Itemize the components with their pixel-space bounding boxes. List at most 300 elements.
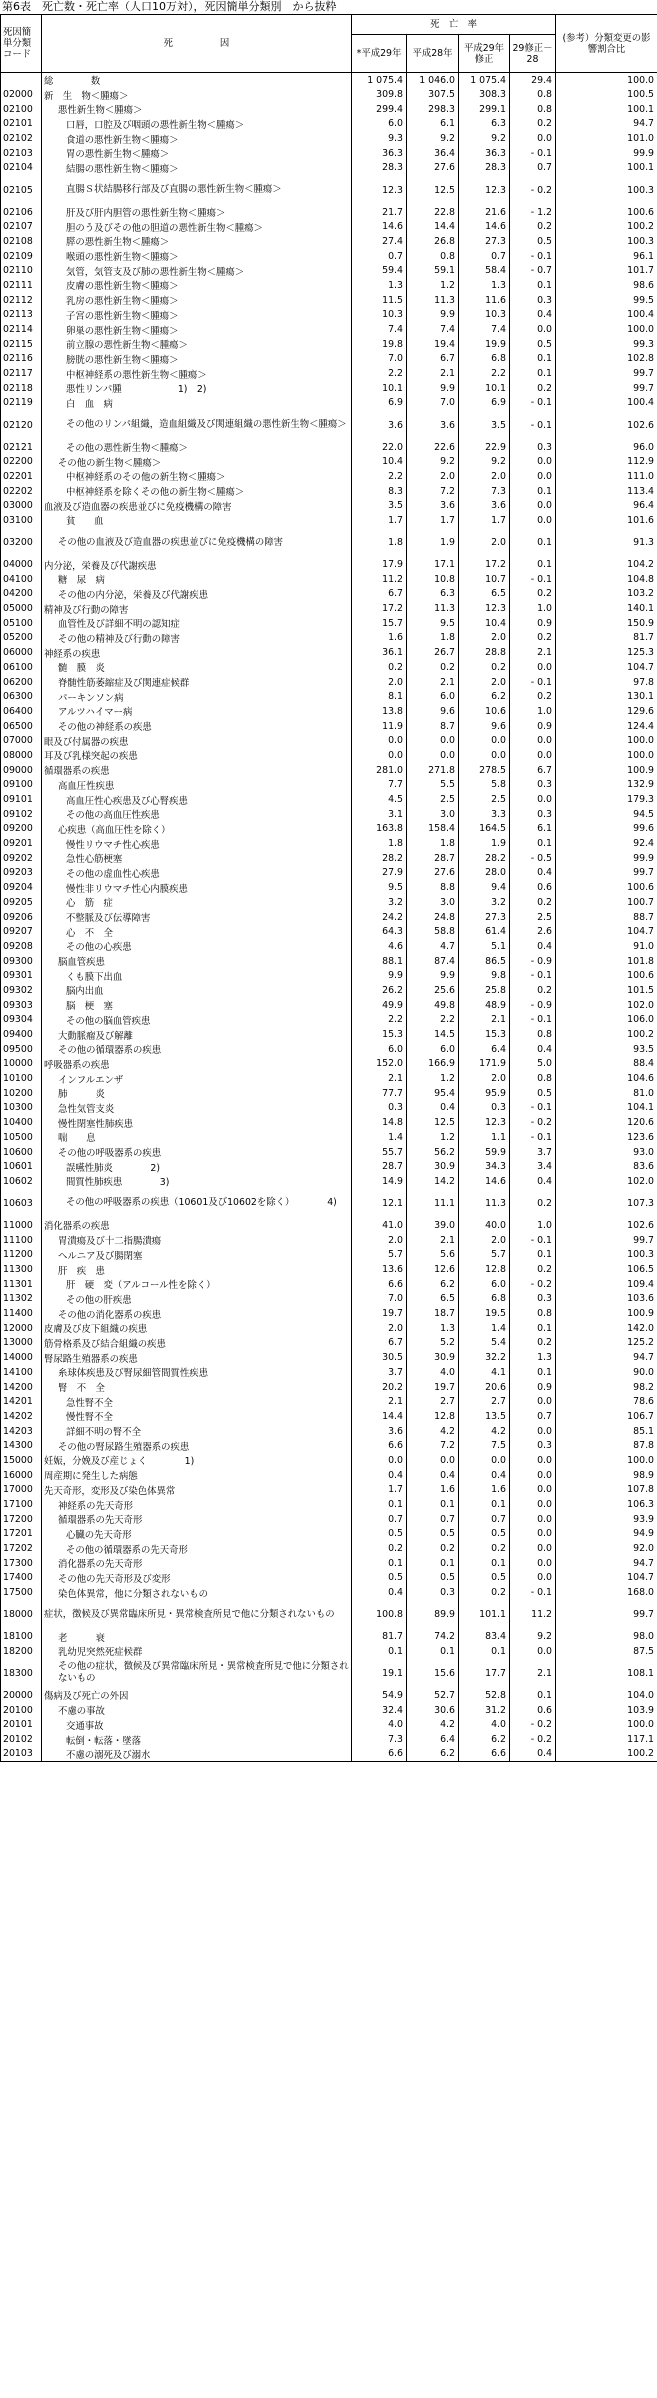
table-row — [1, 410, 657, 439]
cell-rate-h28: 1.8 — [407, 836, 459, 851]
table-row — [1, 1527, 657, 1542]
cell-code: 17500 — [1, 1585, 42, 1600]
cell-rate-h29-revised: 95.9 — [459, 1086, 510, 1101]
cell-rate-h29-revised: 10.4 — [459, 616, 510, 631]
cell-rate-h29: 0.7 — [352, 1512, 407, 1527]
cell-ref: 102.0 — [556, 1174, 657, 1189]
cell-cause: 消化器系の先天奇形 — [42, 1556, 352, 1571]
cell-rate-h28: 6.2 — [407, 1277, 459, 1292]
table-row — [1, 1483, 657, 1498]
cell-rate-h29-revised: 3.2 — [459, 895, 510, 910]
table-row — [1, 278, 657, 293]
cell-cause: 胃の悪性新生物＜腫瘍＞ — [42, 146, 352, 161]
cell-code: 02119 — [1, 396, 42, 411]
cell-rate-h28: 12.5 — [407, 175, 459, 204]
cell-rate-h29-revised: 0.5 — [459, 1527, 510, 1542]
cell-code: 04100 — [1, 572, 42, 587]
cell-ref: 98.9 — [556, 1468, 657, 1483]
cell-code: 09000 — [1, 763, 42, 778]
table-row — [1, 1321, 657, 1336]
header-cause: 死 因 — [42, 15, 352, 73]
cell-diff: 0.1 — [510, 1248, 556, 1263]
cell-diff: 0.2 — [510, 895, 556, 910]
cell-diff: 1.3 — [510, 1350, 556, 1365]
cell-code: 02102 — [1, 131, 42, 146]
cell-rate-h29-revised: 0.0 — [459, 748, 510, 763]
cell-code: 18200 — [1, 1644, 42, 1659]
cell-code: 09400 — [1, 1027, 42, 1042]
cell-code: 06400 — [1, 704, 42, 719]
cell-diff: 0.2 — [510, 1189, 556, 1218]
cell-ref: 100.2 — [556, 1027, 657, 1042]
cell-cause: 耳及び乳様突起の疾患 — [42, 748, 352, 763]
cell-ref: 101.7 — [556, 263, 657, 278]
cell-rate-h28: 56.2 — [407, 1145, 459, 1160]
table-row — [1, 440, 657, 455]
cell-ref: 99.9 — [556, 146, 657, 161]
cell-code: 02118 — [1, 381, 42, 396]
cell-rate-h28: 58.8 — [407, 924, 459, 939]
cell-ref: 98.6 — [556, 278, 657, 293]
cell-rate-h29-revised: 58.4 — [459, 263, 510, 278]
cell-rate-h29-revised: 1.4 — [459, 1321, 510, 1336]
cell-rate-h28: 12.5 — [407, 1115, 459, 1130]
cell-diff: 3.7 — [510, 1145, 556, 1160]
cell-rate-h29-revised: 1 075.4 — [459, 73, 510, 88]
cell-ref: 94.5 — [556, 807, 657, 822]
cell-code: 20102 — [1, 1732, 42, 1747]
cell-rate-h29-revised: 6.3 — [459, 117, 510, 132]
cell-code: 04200 — [1, 587, 42, 602]
table-row — [1, 175, 657, 204]
cell-rate-h28: 3.6 — [407, 498, 459, 513]
cell-ref: 108.1 — [556, 1659, 657, 1688]
cell-cause: その他の内分泌，栄養及び代謝疾患 — [42, 587, 352, 602]
cell-code: 02202 — [1, 484, 42, 499]
cell-code: 11100 — [1, 1233, 42, 1248]
table-row — [1, 1380, 657, 1395]
cell-rate-h29: 299.4 — [352, 102, 407, 117]
table-row — [1, 1130, 657, 1145]
table-row — [1, 352, 657, 367]
cell-cause: その他の循環器系の先天奇形 — [42, 1541, 352, 1556]
table-row — [1, 161, 657, 176]
cell-rate-h28: 1.6 — [407, 1483, 459, 1498]
cell-cause: その他のリンパ組織，造血組織及び関連組織の悪性新生物＜腫瘍＞ — [42, 410, 352, 439]
cell-rate-h29: 281.0 — [352, 763, 407, 778]
cell-rate-h29-revised: 20.6 — [459, 1380, 510, 1395]
cell-rate-h29-revised: 4.1 — [459, 1365, 510, 1380]
cell-diff: 0.3 — [510, 293, 556, 308]
cell-ref: 100.2 — [556, 1747, 657, 1762]
cell-rate-h28: 0.5 — [407, 1571, 459, 1586]
table-row — [1, 396, 657, 411]
cell-code: 20000 — [1, 1688, 42, 1703]
cell-ref: 93.5 — [556, 1042, 657, 1057]
cell-rate-h29-revised: 9.2 — [459, 131, 510, 146]
cell-diff: 0.4 — [510, 308, 556, 323]
cell-rate-h28: 0.1 — [407, 1556, 459, 1571]
cell-code: 09302 — [1, 983, 42, 998]
cell-code: 14100 — [1, 1365, 42, 1380]
cell-cause: 誤嚥性肺炎 2) — [42, 1159, 352, 1174]
cell-rate-h28: 10.8 — [407, 572, 459, 587]
cell-ref: 85.1 — [556, 1424, 657, 1439]
cell-rate-h28: 1.3 — [407, 1321, 459, 1336]
cell-code — [1, 73, 42, 88]
cell-diff: 0.0 — [510, 792, 556, 807]
cell-rate-h29-revised: 12.3 — [459, 1115, 510, 1130]
cell-cause: 大動脈瘤及び解離 — [42, 1027, 352, 1042]
table-row — [1, 1174, 657, 1189]
cell-rate-h29: 1.7 — [352, 513, 407, 528]
cell-cause: 子宮の悪性新生物＜腫瘍＞ — [42, 308, 352, 323]
table-row — [1, 1718, 657, 1733]
cell-diff: 0.0 — [510, 469, 556, 484]
cell-rate-h29: 6.0 — [352, 1042, 407, 1057]
cell-cause: 血管性及び詳細不明の認知症 — [42, 616, 352, 631]
cell-rate-h28: 6.7 — [407, 352, 459, 367]
cell-code: 09300 — [1, 954, 42, 969]
cell-diff: 0.8 — [510, 87, 556, 102]
cell-code: 18000 — [1, 1600, 42, 1629]
cell-cause: 胆のう及びその他の胆道の悪性新生物＜腫瘍＞ — [42, 219, 352, 234]
cell-cause: 中枢神経系を除くその他の新生物＜腫瘍＞ — [42, 484, 352, 499]
table-row — [1, 954, 657, 969]
cell-code: 11000 — [1, 1218, 42, 1233]
cell-rate-h29: 309.8 — [352, 87, 407, 102]
cell-rate-h29: 17.9 — [352, 557, 407, 572]
table-row — [1, 704, 657, 719]
cell-cause: 結腸の悪性新生物＜腫瘍＞ — [42, 161, 352, 176]
cell-ref: 93.0 — [556, 1145, 657, 1160]
cell-rate-h29: 0.1 — [352, 1497, 407, 1512]
cell-rate-h29: 4.0 — [352, 1718, 407, 1733]
table-row — [1, 895, 657, 910]
cell-rate-h28: 2.5 — [407, 792, 459, 807]
cell-diff: 0.1 — [510, 1688, 556, 1703]
cell-diff: 0.2 — [510, 631, 556, 646]
cell-diff: 2.1 — [510, 1659, 556, 1688]
table-row — [1, 513, 657, 528]
cell-rate-h29: 8.3 — [352, 484, 407, 499]
cell-diff: 0.7 — [510, 1409, 556, 1424]
table-row — [1, 131, 657, 146]
cell-rate-h29-revised: 101.1 — [459, 1600, 510, 1629]
table-row — [1, 631, 657, 646]
cell-ref: 100.9 — [556, 763, 657, 778]
cell-code: 10100 — [1, 1071, 42, 1086]
cell-diff: 3.4 — [510, 1159, 556, 1174]
cell-cause: 染色体異常，他に分類されないもの — [42, 1585, 352, 1600]
cell-cause: 肺 炎 — [42, 1086, 352, 1101]
cell-diff: - 0.1 — [510, 146, 556, 161]
cell-rate-h29: 4.6 — [352, 939, 407, 954]
table-row — [1, 851, 657, 866]
cell-diff: 5.0 — [510, 1057, 556, 1072]
table-row — [1, 924, 657, 939]
cell-diff: 0.0 — [510, 322, 556, 337]
cell-rate-h28: 9.9 — [407, 381, 459, 396]
cell-cause: アルツハイマー病 — [42, 704, 352, 719]
cell-diff: 0.4 — [510, 939, 556, 954]
cell-rate-h29-revised: 5.7 — [459, 1248, 510, 1263]
cell-code: 04000 — [1, 557, 42, 572]
table-row — [1, 1159, 657, 1174]
cell-cause: 高血圧性疾患 — [42, 778, 352, 793]
cell-diff: 0.4 — [510, 1042, 556, 1057]
cell-ref: 83.6 — [556, 1159, 657, 1174]
cell-rate-h29: 64.3 — [352, 924, 407, 939]
cell-cause: 不慮の事故 — [42, 1703, 352, 1718]
table-row — [1, 1027, 657, 1042]
cell-rate-h29-revised: 27.3 — [459, 910, 510, 925]
table-row — [1, 836, 657, 851]
cell-cause: 胃潰瘍及び十二指腸潰瘍 — [42, 1233, 352, 1248]
cell-rate-h28: 6.4 — [407, 1732, 459, 1747]
cell-ref: 101.6 — [556, 513, 657, 528]
cell-cause: 慢性腎不全 — [42, 1409, 352, 1424]
table-row — [1, 733, 657, 748]
cell-rate-h29: 2.1 — [352, 1394, 407, 1409]
cell-code: 05100 — [1, 616, 42, 631]
cell-rate-h28: 1.2 — [407, 1071, 459, 1086]
cell-ref: 90.0 — [556, 1365, 657, 1380]
cell-rate-h29: 3.7 — [352, 1365, 407, 1380]
table-row — [1, 322, 657, 337]
cell-diff: - 0.5 — [510, 851, 556, 866]
cell-cause: 慢性非リウマチ性心内膜疾患 — [42, 880, 352, 895]
cell-rate-h29-revised: 59.9 — [459, 1145, 510, 1160]
table-row — [1, 748, 657, 763]
cell-rate-h29-revised: 6.8 — [459, 352, 510, 367]
cell-rate-h29-revised: 19.5 — [459, 1306, 510, 1321]
cell-diff: 0.6 — [510, 880, 556, 895]
cell-rate-h28: 271.8 — [407, 763, 459, 778]
cell-rate-h28: 1.7 — [407, 513, 459, 528]
cell-rate-h28: 24.8 — [407, 910, 459, 925]
cell-ref: 104.8 — [556, 572, 657, 587]
cell-rate-h29-revised: 0.4 — [459, 1468, 510, 1483]
table-row — [1, 1556, 657, 1571]
cell-diff: 0.9 — [510, 1380, 556, 1395]
cell-rate-h28: 30.6 — [407, 1703, 459, 1718]
cell-rate-h29: 19.7 — [352, 1306, 407, 1321]
cell-rate-h29-revised: 13.5 — [459, 1409, 510, 1424]
cell-cause: 周産期に発生した病態 — [42, 1468, 352, 1483]
cell-rate-h29-revised: 1.9 — [459, 836, 510, 851]
cell-rate-h28: 87.4 — [407, 954, 459, 969]
cell-cause: その他の新生物＜腫瘍＞ — [42, 454, 352, 469]
table-row — [1, 1453, 657, 1468]
cell-cause: 総 数 — [42, 73, 352, 88]
cell-code: 09206 — [1, 910, 42, 925]
cell-rate-h28: 1.2 — [407, 1130, 459, 1145]
cell-cause: 喘 息 — [42, 1130, 352, 1145]
cell-rate-h29: 14.4 — [352, 1409, 407, 1424]
cell-rate-h29-revised: 0.7 — [459, 1512, 510, 1527]
cell-rate-h28: 6.2 — [407, 1747, 459, 1762]
cell-cause: その他の精神及び行動の障害 — [42, 631, 352, 646]
cell-rate-h29: 6.6 — [352, 1277, 407, 1292]
cell-rate-h29: 14.9 — [352, 1174, 407, 1189]
header-rate-group: 死 亡 率 — [352, 15, 556, 35]
table-row — [1, 1071, 657, 1086]
cell-ref: 99.9 — [556, 851, 657, 866]
cell-code: 02106 — [1, 205, 42, 220]
cell-rate-h29: 28.2 — [352, 851, 407, 866]
cell-rate-h28: 8.8 — [407, 880, 459, 895]
table-row — [1, 337, 657, 352]
cell-code: 10400 — [1, 1115, 42, 1130]
cell-ref: 102.8 — [556, 352, 657, 367]
table-row — [1, 998, 657, 1013]
cell-cause: 心臓の先天奇形 — [42, 1527, 352, 1542]
table-row — [1, 87, 657, 102]
cell-code: 06200 — [1, 675, 42, 690]
cell-ref: 168.0 — [556, 1585, 657, 1600]
cell-code: 02105 — [1, 175, 42, 204]
cell-code: 13000 — [1, 1336, 42, 1351]
cell-cause: 詳細不明の腎不全 — [42, 1424, 352, 1439]
cell-rate-h29: 100.8 — [352, 1600, 407, 1629]
cell-diff: 0.2 — [510, 117, 556, 132]
cell-diff: 0.0 — [510, 1483, 556, 1498]
cell-rate-h29: 6.7 — [352, 587, 407, 602]
cell-rate-h29: 0.0 — [352, 1453, 407, 1468]
cell-ref: 107.3 — [556, 1189, 657, 1218]
cell-cause: 急性心筋梗塞 — [42, 851, 352, 866]
cell-code: 15000 — [1, 1453, 42, 1468]
table-row — [1, 469, 657, 484]
cell-code: 10602 — [1, 1174, 42, 1189]
header-ref: (参考）分類変更の影響割合比 — [556, 15, 657, 73]
cell-diff: 0.5 — [510, 1086, 556, 1101]
cell-rate-h29-revised: 1.6 — [459, 1483, 510, 1498]
cell-diff: 0.1 — [510, 366, 556, 381]
cell-code: 18100 — [1, 1629, 42, 1644]
cell-diff: 0.0 — [510, 1512, 556, 1527]
cell-ref: 100.4 — [556, 396, 657, 411]
cell-cause: 転倒・転落・墜落 — [42, 1732, 352, 1747]
cell-code: 09208 — [1, 939, 42, 954]
cell-ref: 104.7 — [556, 924, 657, 939]
cell-rate-h29-revised: 0.0 — [459, 1453, 510, 1468]
cell-rate-h29: 8.1 — [352, 689, 407, 704]
cell-ref: 104.1 — [556, 1101, 657, 1116]
cell-ref: 94.7 — [556, 117, 657, 132]
cell-diff: 0.2 — [510, 219, 556, 234]
table-row — [1, 293, 657, 308]
cell-diff: 0.3 — [510, 1438, 556, 1453]
cell-rate-h28: 0.8 — [407, 249, 459, 264]
cell-ref: 99.7 — [556, 866, 657, 881]
cell-rate-h29: 2.1 — [352, 1071, 407, 1086]
cell-code: 11302 — [1, 1292, 42, 1307]
cell-rate-h28: 9.9 — [407, 968, 459, 983]
cell-code: 03200 — [1, 528, 42, 557]
cell-rate-h29: 1.7 — [352, 1483, 407, 1498]
cell-code: 02115 — [1, 337, 42, 352]
cell-rate-h28: 5.2 — [407, 1336, 459, 1351]
cell-ref: 132.9 — [556, 778, 657, 793]
cell-ref: 100.6 — [556, 968, 657, 983]
cell-rate-h29-revised: 1.7 — [459, 513, 510, 528]
cell-rate-h29-revised: 0.7 — [459, 249, 510, 264]
cell-rate-h28: 22.6 — [407, 440, 459, 455]
cell-rate-h28: 14.4 — [407, 219, 459, 234]
table-row — [1, 102, 657, 117]
cell-rate-h29-revised: 61.4 — [459, 924, 510, 939]
cell-ref: 99.3 — [556, 337, 657, 352]
cell-rate-h29-revised: 48.9 — [459, 998, 510, 1013]
cell-rate-h28: 11.1 — [407, 1189, 459, 1218]
cell-cause: 髄 膜 炎 — [42, 660, 352, 675]
cell-ref: 100.0 — [556, 748, 657, 763]
cell-ref: 101.0 — [556, 131, 657, 146]
table-row — [1, 249, 657, 264]
cell-code: 17201 — [1, 1527, 42, 1542]
cell-rate-h29-revised: 3.3 — [459, 807, 510, 822]
table-row — [1, 1541, 657, 1556]
table-row — [1, 689, 657, 704]
table-row — [1, 778, 657, 793]
cell-rate-h29: 0.5 — [352, 1571, 407, 1586]
cell-code: 02200 — [1, 454, 42, 469]
cell-rate-h29: 12.3 — [352, 175, 407, 204]
header-code: 死因簡単分類コード — [1, 15, 42, 73]
cell-rate-h29: 4.5 — [352, 792, 407, 807]
cell-rate-h29: 21.7 — [352, 205, 407, 220]
cell-rate-h28: 19.7 — [407, 1380, 459, 1395]
cell-ref: 100.3 — [556, 175, 657, 204]
cell-diff: 0.3 — [510, 778, 556, 793]
cell-diff: - 0.9 — [510, 954, 556, 969]
cell-rate-h29-revised: 28.2 — [459, 851, 510, 866]
cell-cause: 血液及び造血器の疾患並びに免疫機構の障害 — [42, 498, 352, 513]
cell-ref: 99.7 — [556, 366, 657, 381]
cell-rate-h28: 1.2 — [407, 278, 459, 293]
cell-rate-h29: 13.8 — [352, 704, 407, 719]
cell-diff: 0.0 — [510, 1644, 556, 1659]
cell-rate-h29: 15.3 — [352, 1027, 407, 1042]
cell-rate-h29: 6.6 — [352, 1747, 407, 1762]
cell-cause: 気管，気管支及び肺の悪性新生物＜腫瘍＞ — [42, 263, 352, 278]
cell-code: 20103 — [1, 1747, 42, 1762]
cell-ref: 100.0 — [556, 1453, 657, 1468]
cell-rate-h28: 59.1 — [407, 263, 459, 278]
cell-cause: その他の消化器系の疾患 — [42, 1306, 352, 1321]
cell-rate-h29: 3.2 — [352, 895, 407, 910]
cell-cause: その他の神経系の疾患 — [42, 719, 352, 734]
cell-code: 10601 — [1, 1159, 42, 1174]
cell-rate-h29: 1.8 — [352, 836, 407, 851]
cell-cause: 慢性閉塞性肺疾患 — [42, 1115, 352, 1130]
cell-rate-h28: 0.0 — [407, 733, 459, 748]
cell-cause: 急性腎不全 — [42, 1394, 352, 1409]
cell-rate-h29-revised: 2.0 — [459, 675, 510, 690]
cell-rate-h29: 3.6 — [352, 410, 407, 439]
cell-rate-h29-revised: 31.2 — [459, 1703, 510, 1718]
cell-code: 11400 — [1, 1306, 42, 1321]
cell-diff: - 0.7 — [510, 263, 556, 278]
cell-code: 06000 — [1, 645, 42, 660]
cell-rate-h28: 2.1 — [407, 1233, 459, 1248]
table-row — [1, 1585, 657, 1600]
cell-rate-h29-revised: 28.0 — [459, 866, 510, 881]
cell-cause: その他の虚血性心疾患 — [42, 866, 352, 881]
cell-cause: 肝 硬 変（アルコール性を除く） — [42, 1277, 352, 1292]
